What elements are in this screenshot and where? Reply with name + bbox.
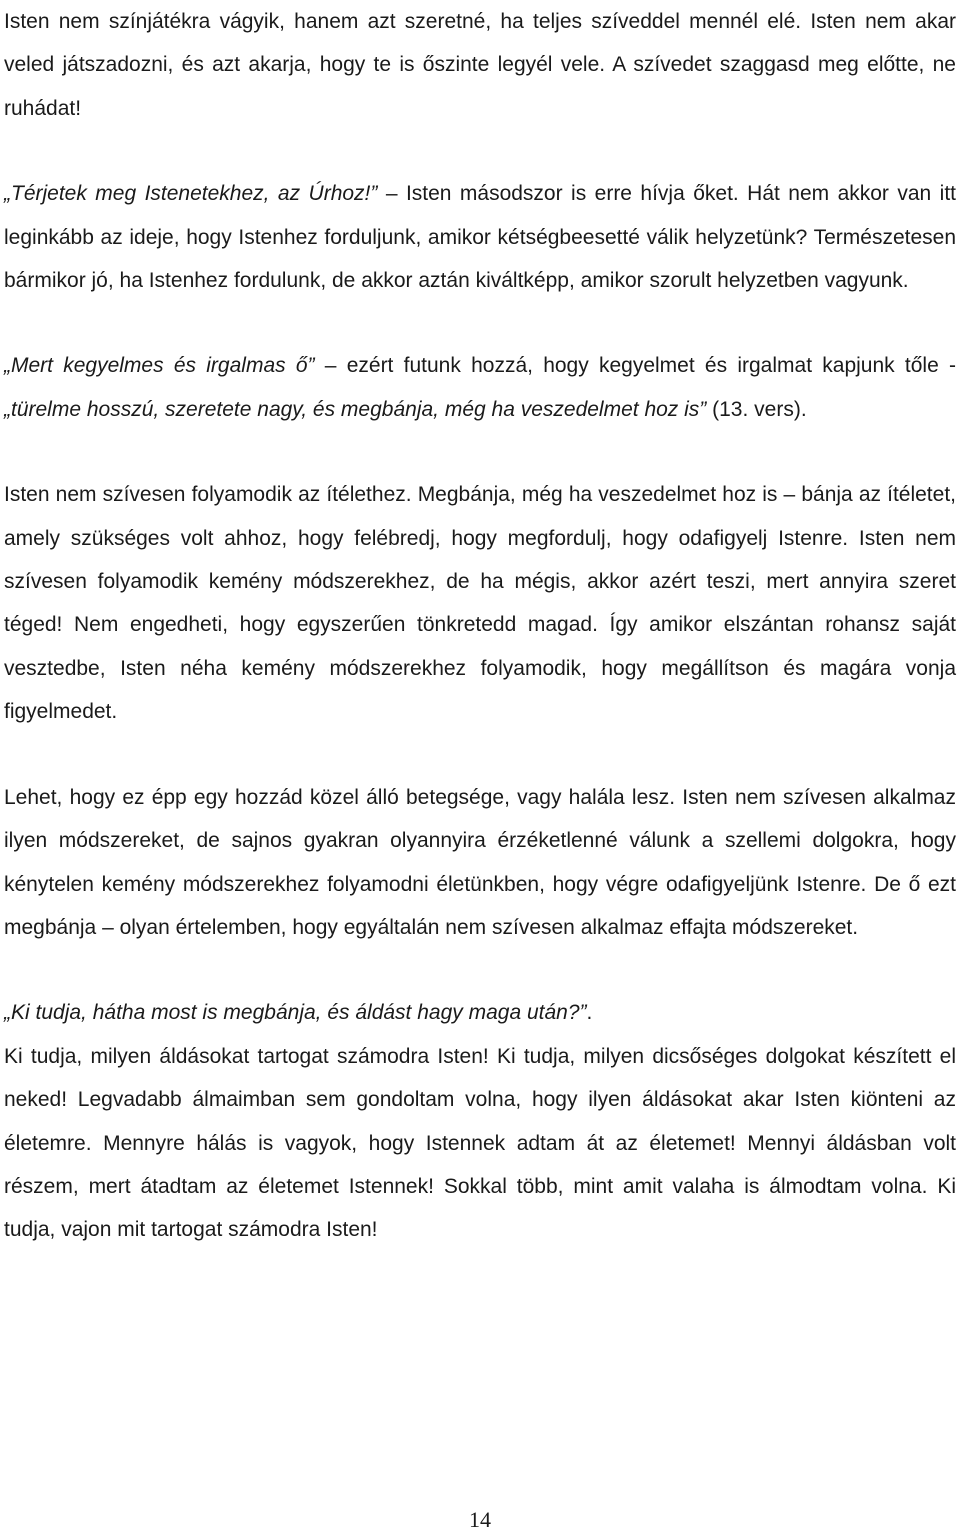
paragraph-spacer <box>4 734 956 776</box>
paragraph-4: Isten nem szívesen folyamodik az ítélethez. Megbánja, még ha veszedelmet hoz is – bánja az ítéletet, amely szükséges volt ahhoz, hogy felébredj, hogy megfordulj, hogy odafigyelj Istenre. Isten nem szívesen folyamodik kemény módszerekhez, de ha mégis, akkor azért teszi, mert annyira szeret téged! Nem engedheti, hogy egyszerűen tönkretedd magad. Így amikor elszántan rohansz saját vesztedbe, Isten néha kemény módszerekhez folyamodik, hogy megállítson és magára vonja figyelmedet. <box>4 483 956 724</box>
scripture-quote: „türelme hosszú, szeretete nagy, és megbánja, még ha veszedelmet hoz is” <box>4 397 707 421</box>
paragraph-2 <box>4 172 956 302</box>
paragraph-text: (13. vers). <box>706 397 807 421</box>
scripture-quote: „Ki tudja, hátha most is megbánja, és áldást hagy maga után?” <box>4 1001 587 1025</box>
paragraph-1: Isten nem színjátékra vágyik, hanem azt szeretné, ha teljes szíveddel mennél elé. Isten nem akar veled játszadozni, és azt akarja, hogy te is őszinte legyél vele. A szívedet szaggasd meg előtte, ne ruhádat! <box>4 10 956 120</box>
paragraph-text: – ezért futunk hozzá, hogy kegyelmet és irgalmat kapjunk tőle - <box>314 354 956 378</box>
paragraph-6 <box>4 991 956 1034</box>
paragraph-spacer <box>4 302 956 344</box>
document-page <box>4 0 956 1252</box>
paragraph-spacer <box>4 949 956 991</box>
paragraph-spacer <box>4 130 956 172</box>
paragraph-5: Lehet, hogy ez épp egy hozzád közel álló betegsége, vagy halála lesz. Isten nem szívesen alkalmaz ilyen módszereket, de sajnos gyakran olyannyira érzéketlenné válunk a szellemi dolgokra, hogy kénytelen kemény módszerekhez folyamodni életünkben, hogy végre odafigyeljünk Istenre. De ő ezt megbánja – olyan értelemben, hogy egyáltalán nem szívesen alkalmaz effajta módszereket. <box>4 785 956 939</box>
scripture-quote: „Térjetek meg Istenetekhez, az Úrhoz!” <box>4 182 378 206</box>
paragraph-7: Ki tudja, milyen áldásokat tartogat számodra Isten! Ki tudja, milyen dicsőséges dolgokat készített el neked! Legvadabb álmaimban sem gondoltam volna, hogy ilyen áldásokat akar Isten kiönteni az életemre. Mennyre hálás is vagyok, hogy Istennek adtam át az életemet! Mennyi áldásban volt részem, mert átadtam az életemet Istennek! Sokkal több, mint amit valaha is álmodtam volna. Ki tudja, vajon mit tartogat számodra Isten! <box>4 1044 956 1242</box>
paragraph-text: . <box>586 1001 593 1025</box>
paragraph-spacer <box>4 431 956 473</box>
paragraph-text: – Isten másodszor is erre hívja őket. Hát nem akkor van itt leginkább az ideje, hogy Istenhez forduljunk, amikor kétségbeesetté válik helyzetünk? Természetesen bármikor jó, ha Istenhez fordulunk, de akkor aztán kiváltképp, amikor szorult helyzetben vagyunk. <box>4 182 956 293</box>
page-number: 14 <box>469 1507 491 1532</box>
paragraph-3 <box>4 344 956 431</box>
scripture-quote: „Mert kegyelmes és irgalmas ő” <box>4 354 315 378</box>
